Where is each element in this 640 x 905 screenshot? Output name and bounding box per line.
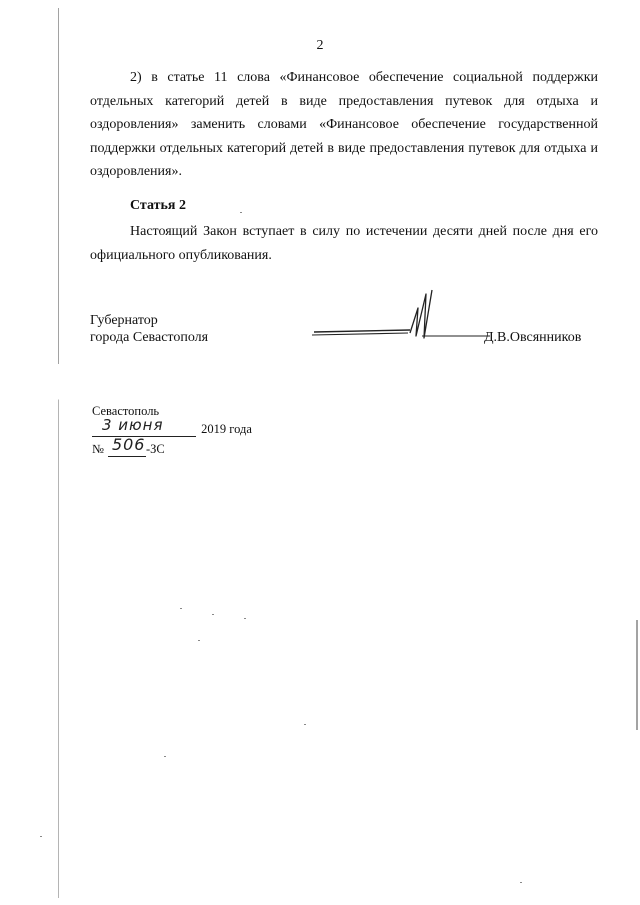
binding-margin-line — [58, 8, 59, 898]
governor-title-line1: Губернатор — [90, 313, 158, 328]
number-suffix: -ЗС — [145, 442, 165, 456]
amendment-paragraph-text: 2) в статье 11 слова «Финансовое обеспечение социальной поддержки отдельных категорий детей в виде предоставления путевок для отдыха и оздоровления» заменить словами «Финансовое обеспечение государственной поддержки отдельных категорий детей в виде предоставления путевок для отдыха и оздоровления». — [90, 70, 598, 180]
number-field — [108, 435, 146, 457]
page-number: 2 — [316, 38, 324, 53]
law-number-line — [92, 435, 165, 460]
handwritten-signature — [310, 286, 490, 348]
effective-date-paragraph — [90, 220, 598, 267]
number-sign: № — [92, 442, 104, 456]
scan-edge-mark — [636, 620, 638, 730]
city-label: Севастополь — [92, 404, 160, 418]
effective-date-paragraph-text: Настоящий Закон вступает в силу по истечении десяти дней после дня его официального опубликования. — [90, 224, 598, 263]
governor-name: Д.В.Овсянников — [484, 330, 582, 345]
governor-title — [90, 312, 208, 346]
year-label: 2019 года — [201, 422, 252, 436]
article-title: Статья 2 — [130, 198, 186, 213]
governor-title-line2: города Севастополя — [90, 330, 209, 345]
handwritten-date: 3 июня — [102, 416, 164, 434]
handwritten-number: 506 — [111, 435, 146, 454]
amendment-paragraph — [90, 66, 598, 184]
